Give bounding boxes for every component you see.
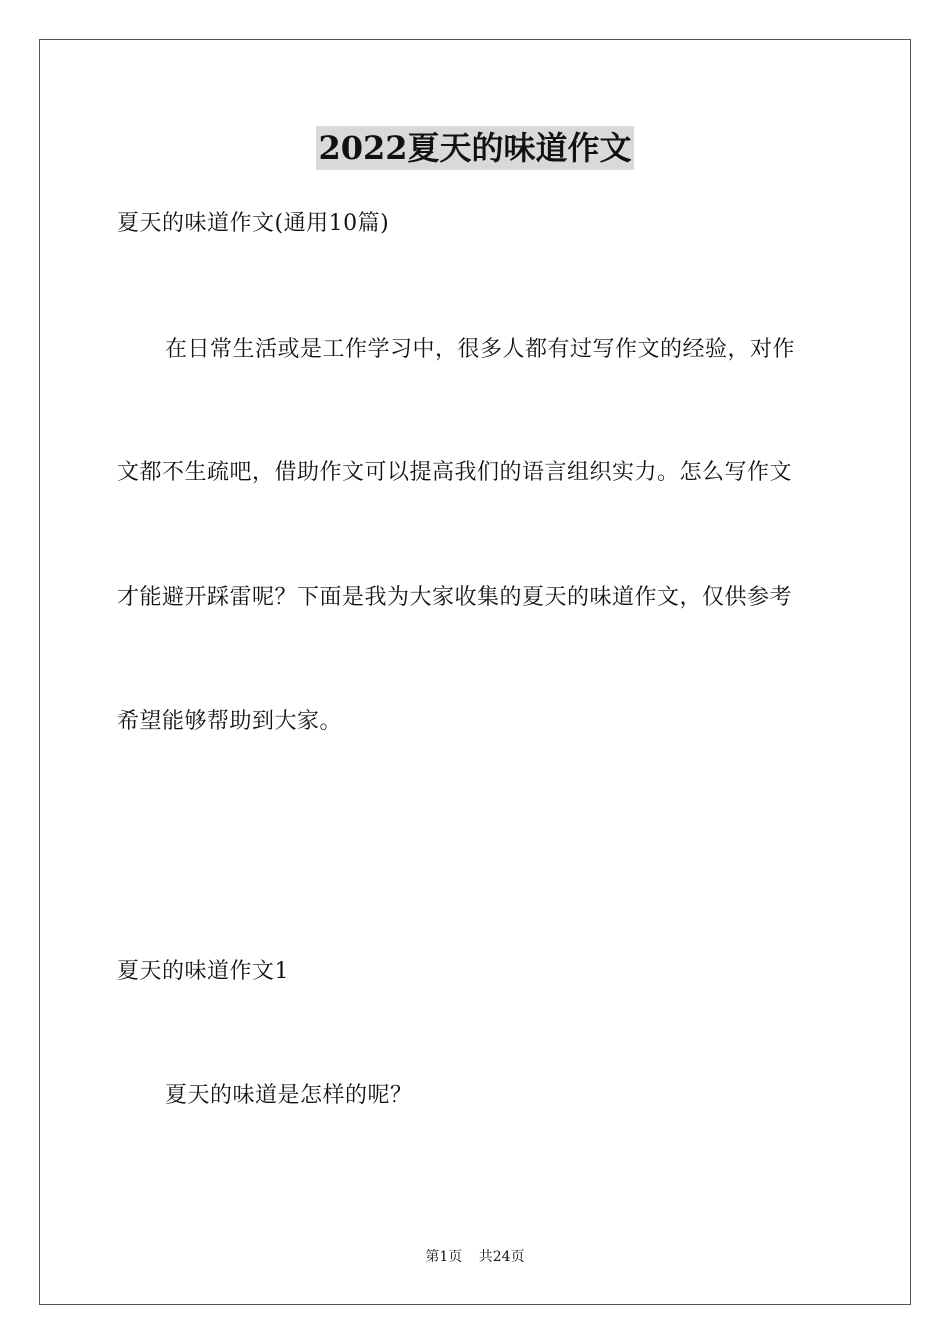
document-title: 2022夏天的味道作文	[316, 126, 633, 170]
page-total: 共24页	[478, 1249, 525, 1265]
paragraph-line: 文都不生疏吧，借助作文可以提高我们的语言组织实力。怎么写作文	[117, 460, 793, 485]
section-heading: 夏天的味道作文1	[117, 959, 289, 984]
paragraph-line: 夏天的味道是怎样的呢？	[165, 1083, 413, 1108]
document-subtitle: 夏天的味道作文(通用10篇)	[117, 211, 390, 236]
paragraph-line: 才能避开踩雷呢？下面是我为大家收集的夏天的味道作文，仅供参考	[117, 585, 793, 610]
title-wrap	[0, 126, 950, 170]
paragraph-line: 希望能够帮助到大家。	[117, 709, 343, 734]
page-footer	[0, 1247, 950, 1267]
page-number: 第1页	[425, 1249, 463, 1265]
paragraph-line: 在日常生活或是工作学习中，很多人都有过写作文的经验，对作	[165, 337, 796, 362]
